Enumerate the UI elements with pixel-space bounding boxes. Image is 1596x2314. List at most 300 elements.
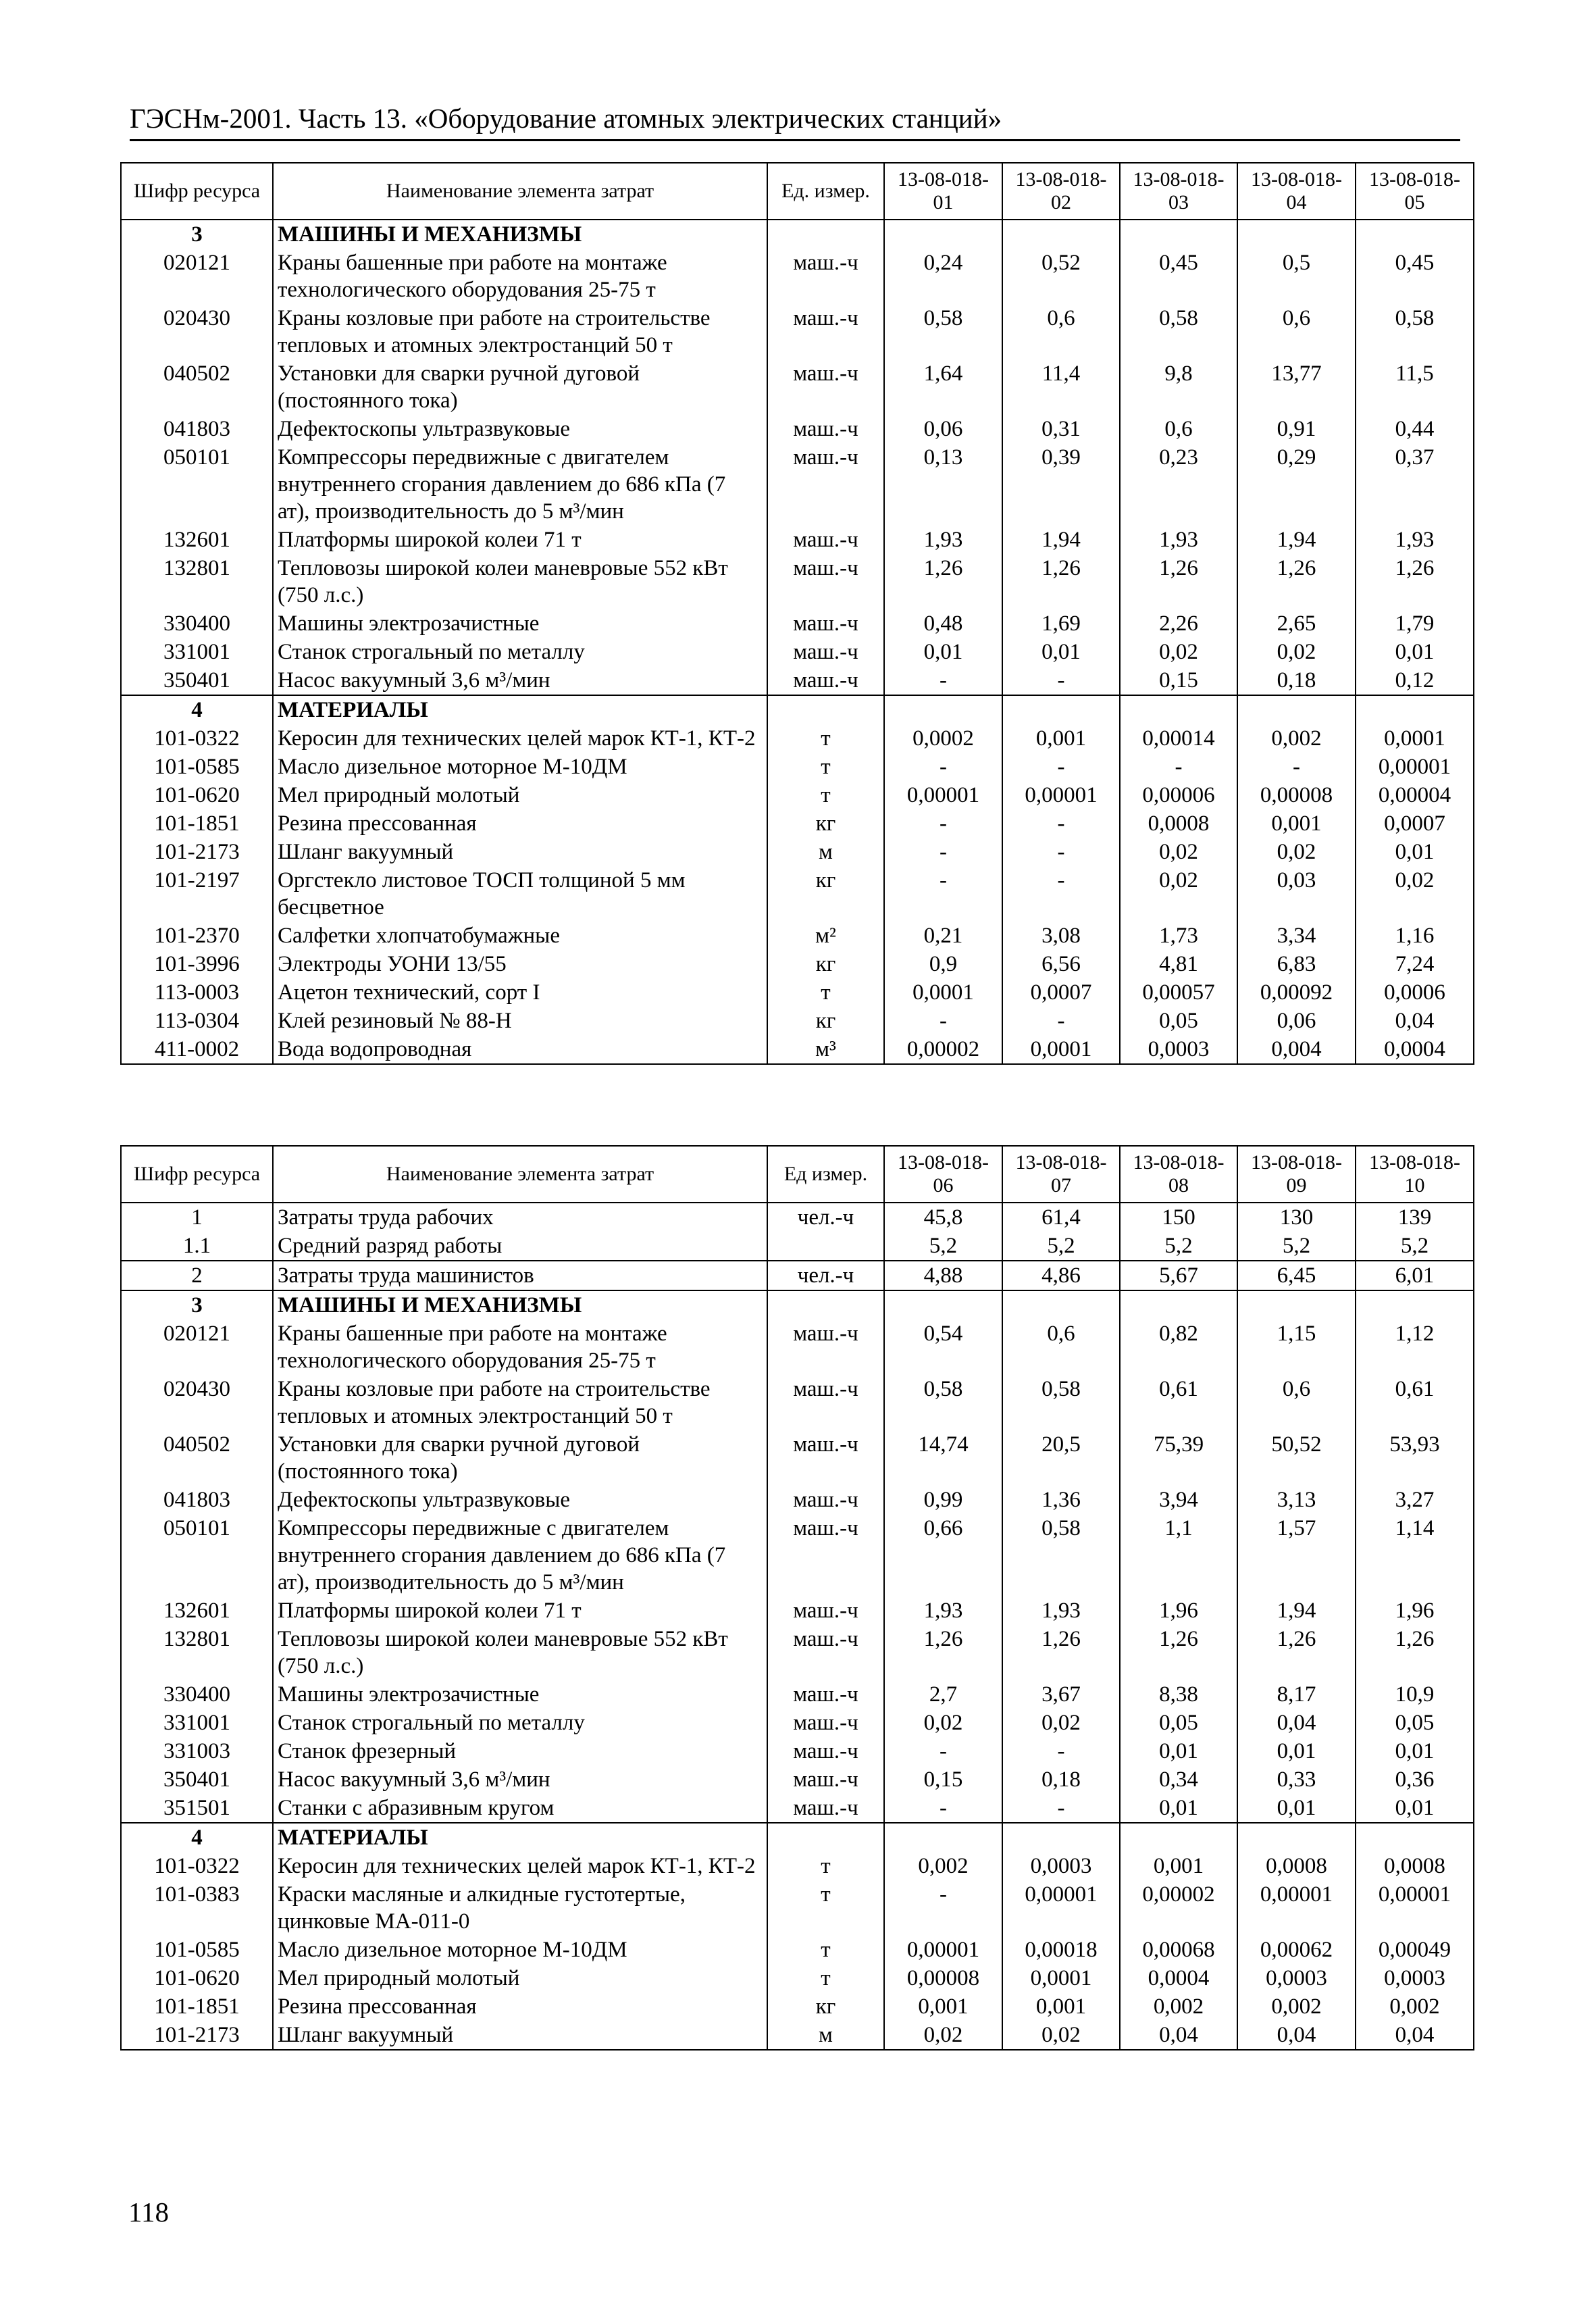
norm-value: 0,02	[1120, 638, 1237, 666]
resource-code: 330400	[121, 609, 273, 638]
unit-cell: т	[767, 753, 884, 781]
resource-name: Масло дизельное моторное М-10ДМ	[273, 753, 767, 781]
norm-value: 5,2	[1237, 1232, 1356, 1261]
resource-code: 101-0620	[121, 781, 273, 809]
resource-name: Вода водопроводная	[273, 1035, 767, 1064]
norm-value: 0,01	[1356, 1737, 1474, 1765]
norm-value: -	[1002, 753, 1120, 781]
norm-value	[884, 220, 1002, 249]
header-norm: 13-08-018-04	[1237, 163, 1356, 220]
resource-name: Машины электрозачистные	[273, 609, 767, 638]
norm-value: 0,02	[1120, 866, 1237, 922]
norm-value: 0,23	[1120, 443, 1237, 526]
norm-value: 0,002	[884, 1852, 1002, 1880]
norm-value: 0,31	[1002, 415, 1120, 443]
norm-value: 0,00001	[1002, 1880, 1120, 1936]
norm-value	[1356, 1290, 1474, 1319]
table-row	[121, 2021, 1474, 2050]
norm-value: 150	[1120, 1203, 1237, 1232]
norm-value: 0,00001	[884, 1936, 1002, 1964]
resource-code: 113-0003	[121, 978, 273, 1007]
resource-code: 132601	[121, 526, 273, 554]
resource-name: Шланг вакуумный	[273, 838, 767, 866]
norm-value: 75,39	[1120, 1430, 1237, 1486]
norm-value: -	[1002, 1007, 1120, 1035]
norm-value: 6,01	[1356, 1261, 1474, 1290]
norm-value: -	[1002, 666, 1120, 695]
resource-name: Краски масляные и алкидные густотертые, цинковые МА-011-0	[273, 1880, 767, 1936]
norm-value: 3,94	[1120, 1486, 1237, 1514]
resource-code: 113-0304	[121, 1007, 273, 1035]
resource-code: 101-3996	[121, 950, 273, 978]
norm-value	[1002, 1823, 1120, 1852]
resource-name: Установки для сварки ручной дуговой (постоянного тока)	[273, 1430, 767, 1486]
norm-value: 1,26	[884, 1625, 1002, 1680]
norm-value: 5,2	[884, 1232, 1002, 1261]
resource-name: Машины электрозачистные	[273, 1680, 767, 1709]
norm-value: 0,0004	[1120, 1964, 1237, 1992]
norm-value: 1,12	[1356, 1319, 1474, 1375]
unit-cell: кг	[767, 950, 884, 978]
resource-code: 101-2370	[121, 922, 273, 950]
resource-name: Резина прессованная	[273, 1992, 767, 2021]
norm-value: 0,04	[1356, 2021, 1474, 2050]
resource-code: 020430	[121, 1375, 273, 1430]
norm-value: 0,58	[884, 304, 1002, 359]
norm-value: 3,08	[1002, 922, 1120, 950]
header-norm: 13-08-018-09	[1237, 1146, 1356, 1203]
unit-cell: т	[767, 1852, 884, 1880]
norm-value	[1356, 695, 1474, 724]
norm-value: 0,39	[1002, 443, 1120, 526]
table-header-row	[121, 1146, 1474, 1203]
norm-value: 3,34	[1237, 922, 1356, 950]
resource-code: 101-0322	[121, 1852, 273, 1880]
resource-code: 101-2173	[121, 2021, 273, 2050]
norm-value: 0,00068	[1120, 1936, 1237, 1964]
norm-value: 1,26	[1002, 1625, 1120, 1680]
norm-value: 0,45	[1120, 249, 1237, 304]
header-name: Наименование элемента затрат	[273, 163, 767, 220]
norm-value: 1,26	[1356, 1625, 1474, 1680]
unit-cell: маш.-ч	[767, 359, 884, 415]
unit-cell: чел.-ч	[767, 1261, 884, 1290]
norm-value: 0,02	[1237, 838, 1356, 866]
norm-value: 50,52	[1237, 1430, 1356, 1486]
norm-value: 1,1	[1120, 1514, 1237, 1596]
norm-value: 0,29	[1237, 443, 1356, 526]
norm-value: 0,00001	[1356, 753, 1474, 781]
norm-value: -	[884, 753, 1002, 781]
norm-value: 0,58	[1002, 1375, 1120, 1430]
table-row	[121, 1486, 1474, 1514]
norm-value: 3,13	[1237, 1486, 1356, 1514]
norm-value: 8,38	[1120, 1680, 1237, 1709]
norm-value: -	[884, 1794, 1002, 1823]
norm-value	[884, 695, 1002, 724]
norm-value	[1120, 1290, 1237, 1319]
norm-value: 0,0003	[1120, 1035, 1237, 1064]
norm-value: 0,44	[1356, 415, 1474, 443]
norm-value: 45,8	[884, 1203, 1002, 1232]
norm-value: 0,01	[1356, 1794, 1474, 1823]
norm-value: 4,86	[1002, 1261, 1120, 1290]
norm-value: 0,001	[884, 1992, 1002, 2021]
resource-name: Салфетки хлопчатобумажные	[273, 922, 767, 950]
norm-value	[1356, 1823, 1474, 1852]
header-unit: Ед. измер.	[767, 163, 884, 220]
resource-name: Дефектоскопы ультразвуковые	[273, 415, 767, 443]
norm-value: 0,52	[1002, 249, 1120, 304]
norm-value: 0,00004	[1356, 781, 1474, 809]
page-number: 118	[128, 2196, 169, 2228]
resource-code: 101-1851	[121, 1992, 273, 2021]
resource-code: 350401	[121, 1765, 273, 1794]
resource-name: Станок строгальный по металлу	[273, 638, 767, 666]
resource-name: Платформы широкой колеи 71 т	[273, 526, 767, 554]
resource-code: 4	[121, 695, 273, 724]
norm-value: 0,00049	[1356, 1936, 1474, 1964]
resource-code: 330400	[121, 1680, 273, 1709]
unit-cell: маш.-ч	[767, 1514, 884, 1596]
norm-value: 0,18	[1237, 666, 1356, 695]
resource-name: Компрессоры передвижные с двигателем внутреннего сгорания давлением до 686 кПа (7 ат), производительность до 5 м³/мин	[273, 1514, 767, 1596]
unit-cell: маш.-ч	[767, 1765, 884, 1794]
table-row	[121, 950, 1474, 978]
table-header-row	[121, 163, 1474, 220]
norm-value: 20,5	[1002, 1430, 1120, 1486]
resource-code: 101-0383	[121, 1880, 273, 1936]
norm-value: 1,64	[884, 359, 1002, 415]
norm-value: 11,5	[1356, 359, 1474, 415]
resource-name: Компрессоры передвижные с двигателем внутреннего сгорания давлением до 686 кПа (7 ат), производительность до 5 м³/мин	[273, 443, 767, 526]
resource-code: 040502	[121, 359, 273, 415]
norm-value: 6,83	[1237, 950, 1356, 978]
norm-value: -	[884, 1880, 1002, 1936]
norm-value: 0,00001	[1237, 1880, 1356, 1936]
resource-code: 020121	[121, 249, 273, 304]
norm-value: 1,94	[1002, 526, 1120, 554]
unit-cell: маш.-ч	[767, 554, 884, 609]
unit-cell: маш.-ч	[767, 526, 884, 554]
norm-value: 0,01	[1356, 638, 1474, 666]
table-row	[121, 809, 1474, 838]
norm-value: 0,00001	[1356, 1880, 1474, 1936]
norm-value	[1120, 1823, 1237, 1852]
norm-value: 0,66	[884, 1514, 1002, 1596]
resource-name: Мел природный молотый	[273, 1964, 767, 1992]
norm-value: 0,004	[1237, 1035, 1356, 1064]
norm-value	[1237, 695, 1356, 724]
norm-value: 0,0007	[1356, 809, 1474, 838]
norm-value: 0,6	[1002, 304, 1120, 359]
unit-cell: т	[767, 1880, 884, 1936]
norm-value: 0,00002	[884, 1035, 1002, 1064]
unit-cell: маш.-ч	[767, 249, 884, 304]
page-header: ГЭСНм-2001. Часть 13. «Оборудование атомных электрических станций»	[130, 101, 1460, 141]
norm-value: 0,91	[1237, 415, 1356, 443]
unit-cell: м	[767, 2021, 884, 2050]
resource-code: 020430	[121, 304, 273, 359]
norm-value: 0,001	[1002, 1992, 1120, 2021]
norm-value: 0,6	[1237, 304, 1356, 359]
resource-name: Краны козловые при работе на строительстве тепловых и атомных электростанций 50 т	[273, 1375, 767, 1430]
norm-value: 0,0002	[884, 724, 1002, 753]
norm-value	[1237, 220, 1356, 249]
resource-code: 1.1	[121, 1232, 273, 1261]
norm-value: 0,00062	[1237, 1936, 1356, 1964]
unit-cell: т	[767, 1964, 884, 1992]
table-row	[121, 1737, 1474, 1765]
unit-cell: маш.-ч	[767, 1709, 884, 1737]
norm-value	[884, 1290, 1002, 1319]
resource-name: Краны башенные при работе на монтаже технологического оборудования 25-75 т	[273, 1319, 767, 1375]
norm-value: 0,00057	[1120, 978, 1237, 1007]
norm-value	[1002, 220, 1120, 249]
norm-value: 1,93	[1002, 1596, 1120, 1625]
norm-value	[1002, 695, 1120, 724]
table-row	[121, 1794, 1474, 1823]
norm-value: 0,12	[1356, 666, 1474, 695]
norm-value: 1,96	[1120, 1596, 1237, 1625]
norm-value: 0,002	[1356, 1992, 1474, 2021]
norm-value: 0,0008	[1120, 809, 1237, 838]
norm-value: 1,93	[1356, 526, 1474, 554]
resource-name: Шланг вакуумный	[273, 2021, 767, 2050]
resource-name: Ацетон технический, сорт I	[273, 978, 767, 1007]
resource-name: Платформы широкой колеи 71 т	[273, 1596, 767, 1625]
norm-value: -	[884, 838, 1002, 866]
norm-value: 1,26	[1120, 554, 1237, 609]
norm-value: 1,26	[1002, 554, 1120, 609]
table-row	[121, 1765, 1474, 1794]
norm-value: 0,36	[1356, 1765, 1474, 1794]
resource-code: 040502	[121, 1430, 273, 1486]
resource-name: Тепловозы широкой колеи маневровые 552 кВт (750 л.с.)	[273, 554, 767, 609]
norm-value: 1,94	[1237, 1596, 1356, 1625]
norm-value: 0,04	[1237, 2021, 1356, 2050]
resource-code: 3	[121, 220, 273, 249]
norm-value: 1,26	[884, 554, 1002, 609]
norm-value: 0,002	[1237, 724, 1356, 753]
resource-code: 101-2197	[121, 866, 273, 922]
norm-value: 0,15	[884, 1765, 1002, 1794]
table-row	[121, 1232, 1474, 1261]
norm-value: 1,93	[884, 526, 1002, 554]
table-row	[121, 1936, 1474, 1964]
header-norm: 13-08-018-10	[1356, 1146, 1474, 1203]
resource-name: Станок строгальный по металлу	[273, 1709, 767, 1737]
table-row	[121, 666, 1474, 695]
header-norm: 13-08-018-06	[884, 1146, 1002, 1203]
norm-value: 0,0001	[1002, 1964, 1120, 1992]
norm-value: 0,02	[1002, 2021, 1120, 2050]
header-norm: 13-08-018-02	[1002, 163, 1120, 220]
norm-value: 0,5	[1237, 249, 1356, 304]
norm-value: 0,61	[1120, 1375, 1237, 1430]
norm-value: 1,26	[1356, 554, 1474, 609]
resource-code: 2	[121, 1261, 273, 1290]
resource-code: 050101	[121, 443, 273, 526]
norm-value: 0,45	[1356, 249, 1474, 304]
unit-cell: маш.-ч	[767, 304, 884, 359]
resource-name: Масло дизельное моторное М-10ДМ	[273, 1936, 767, 1964]
resource-name: Затраты труда рабочих	[273, 1203, 767, 1232]
norm-value: 11,4	[1002, 359, 1120, 415]
unit-cell: кг	[767, 809, 884, 838]
header-norm: 13-08-018-08	[1120, 1146, 1237, 1203]
unit-cell	[767, 1290, 884, 1319]
norm-value: 2,26	[1120, 609, 1237, 638]
unit-cell: т	[767, 1936, 884, 1964]
norm-value: 0,02	[1120, 838, 1237, 866]
norm-value	[1120, 695, 1237, 724]
table-row	[121, 866, 1474, 922]
table-row	[121, 1514, 1474, 1596]
resource-name: Станки с абразивным кругом	[273, 1794, 767, 1823]
resource-name: Керосин для технических целей марок КТ-1, КТ-2	[273, 1852, 767, 1880]
norm-value: 0,0007	[1002, 978, 1120, 1007]
table-row	[121, 1680, 1474, 1709]
table-row	[121, 781, 1474, 809]
unit-cell: маш.-ч	[767, 443, 884, 526]
unit-cell: м³	[767, 1035, 884, 1064]
norm-value: 1,16	[1356, 922, 1474, 950]
norm-value: 0,001	[1120, 1852, 1237, 1880]
resource-name: Оргстекло листовое ТОСП толщиной 5 мм бесцветное	[273, 866, 767, 922]
norm-value: 0,06	[884, 415, 1002, 443]
norm-value: 0,00001	[884, 781, 1002, 809]
resource-name: Резина прессованная	[273, 809, 767, 838]
norm-value: -	[884, 666, 1002, 695]
norm-value	[1237, 1823, 1356, 1852]
resource-code: 1	[121, 1203, 273, 1232]
resource-code: 050101	[121, 1514, 273, 1596]
table-row	[121, 724, 1474, 753]
unit-cell	[767, 695, 884, 724]
unit-cell: маш.-ч	[767, 1430, 884, 1486]
table-row	[121, 1992, 1474, 2021]
resource-name: МАТЕРИАЛЫ	[273, 1823, 767, 1852]
norm-value: 5,2	[1356, 1232, 1474, 1261]
resource-code: 101-1851	[121, 809, 273, 838]
norm-value: 0,05	[1120, 1007, 1237, 1035]
header-norm: 13-08-018-07	[1002, 1146, 1120, 1203]
norm-value: 0,01	[1356, 838, 1474, 866]
resource-code: 331003	[121, 1737, 273, 1765]
resource-name: Дефектоскопы ультразвуковые	[273, 1486, 767, 1514]
resource-name: Мел природный молотый	[273, 781, 767, 809]
norm-value: -	[884, 866, 1002, 922]
section-row	[121, 695, 1474, 724]
norm-value: 1,69	[1002, 609, 1120, 638]
unit-cell: чел.-ч	[767, 1203, 884, 1232]
norm-value: 0,05	[1120, 1709, 1237, 1737]
norm-value: 0,0006	[1356, 978, 1474, 1007]
norm-value: 0,15	[1120, 666, 1237, 695]
norm-value: 1,94	[1237, 526, 1356, 554]
table-row	[121, 609, 1474, 638]
norm-value: -	[884, 809, 1002, 838]
table-row	[121, 1319, 1474, 1375]
unit-cell: маш.-ч	[767, 1375, 884, 1430]
norm-value: 0,00002	[1120, 1880, 1237, 1936]
table-row	[121, 1007, 1474, 1035]
norm-value: 3,27	[1356, 1486, 1474, 1514]
unit-cell: маш.-ч	[767, 1794, 884, 1823]
unit-cell: кг	[767, 866, 884, 922]
resource-name: Тепловозы широкой колеи маневровые 552 кВт (750 л.с.)	[273, 1625, 767, 1680]
norm-value: 0,0003	[1002, 1852, 1120, 1880]
norm-value: 0,05	[1356, 1709, 1474, 1737]
resource-code: 101-0322	[121, 724, 273, 753]
resource-name: МАТЕРИАЛЫ	[273, 695, 767, 724]
norm-value: -	[884, 1007, 1002, 1035]
resource-code: 4	[121, 1823, 273, 1852]
unit-cell	[767, 220, 884, 249]
table-row	[121, 1625, 1474, 1680]
resource-name: Клей резиновый № 88-Н	[273, 1007, 767, 1035]
header-norm: 13-08-018-03	[1120, 163, 1237, 220]
table-row	[121, 359, 1474, 415]
norm-value	[1356, 220, 1474, 249]
norm-value: 0,24	[884, 249, 1002, 304]
norm-value: -	[1120, 753, 1237, 781]
norm-value: 1,26	[1237, 554, 1356, 609]
table-row	[121, 838, 1474, 866]
norm-value: 0,02	[884, 1709, 1002, 1737]
norm-value: 1,26	[1120, 1625, 1237, 1680]
norm-value: 13,77	[1237, 359, 1356, 415]
norm-value: 0,82	[1120, 1319, 1237, 1375]
norm-value: 7,24	[1356, 950, 1474, 978]
norm-value: 1,73	[1120, 922, 1237, 950]
unit-cell: маш.-ч	[767, 1596, 884, 1625]
norm-value: 6,56	[1002, 950, 1120, 978]
table-row	[121, 1964, 1474, 1992]
resource-name: МАШИНЫ И МЕХАНИЗМЫ	[273, 220, 767, 249]
norm-value: 1,14	[1356, 1514, 1474, 1596]
table-row	[121, 415, 1474, 443]
table-row	[121, 922, 1474, 950]
norm-value: 0,37	[1356, 443, 1474, 526]
table-row	[121, 1035, 1474, 1064]
norm-value: 0,00008	[884, 1964, 1002, 1992]
norm-value: 0,0008	[1356, 1852, 1474, 1880]
table-row	[121, 1203, 1474, 1232]
norm-value: 0,13	[884, 443, 1002, 526]
norm-value: 0,04	[1120, 2021, 1237, 2050]
table-row	[121, 304, 1474, 359]
norm-value: -	[884, 1737, 1002, 1765]
norm-value: 0,58	[1356, 304, 1474, 359]
norm-value: 2,7	[884, 1680, 1002, 1709]
norm-value: 5,2	[1120, 1232, 1237, 1261]
norm-value	[1002, 1290, 1120, 1319]
norm-value: 0,01	[1237, 1794, 1356, 1823]
header-name: Наименование элемента затрат	[273, 1146, 767, 1203]
resource-name: Установки для сварки ручной дуговой (постоянного тока)	[273, 359, 767, 415]
unit-cell: маш.-ч	[767, 1680, 884, 1709]
unit-cell: кг	[767, 1992, 884, 2021]
norm-value: 0,00006	[1120, 781, 1237, 809]
norm-value: -	[1002, 838, 1120, 866]
resource-name: Краны козловые при работе на строительстве тепловых и атомных электростанций 50 т	[273, 304, 767, 359]
resource-name: МАШИНЫ И МЕХАНИЗМЫ	[273, 1290, 767, 1319]
norm-value: 0,99	[884, 1486, 1002, 1514]
norm-value: -	[1002, 1794, 1120, 1823]
norm-value: 0,01	[1002, 638, 1120, 666]
